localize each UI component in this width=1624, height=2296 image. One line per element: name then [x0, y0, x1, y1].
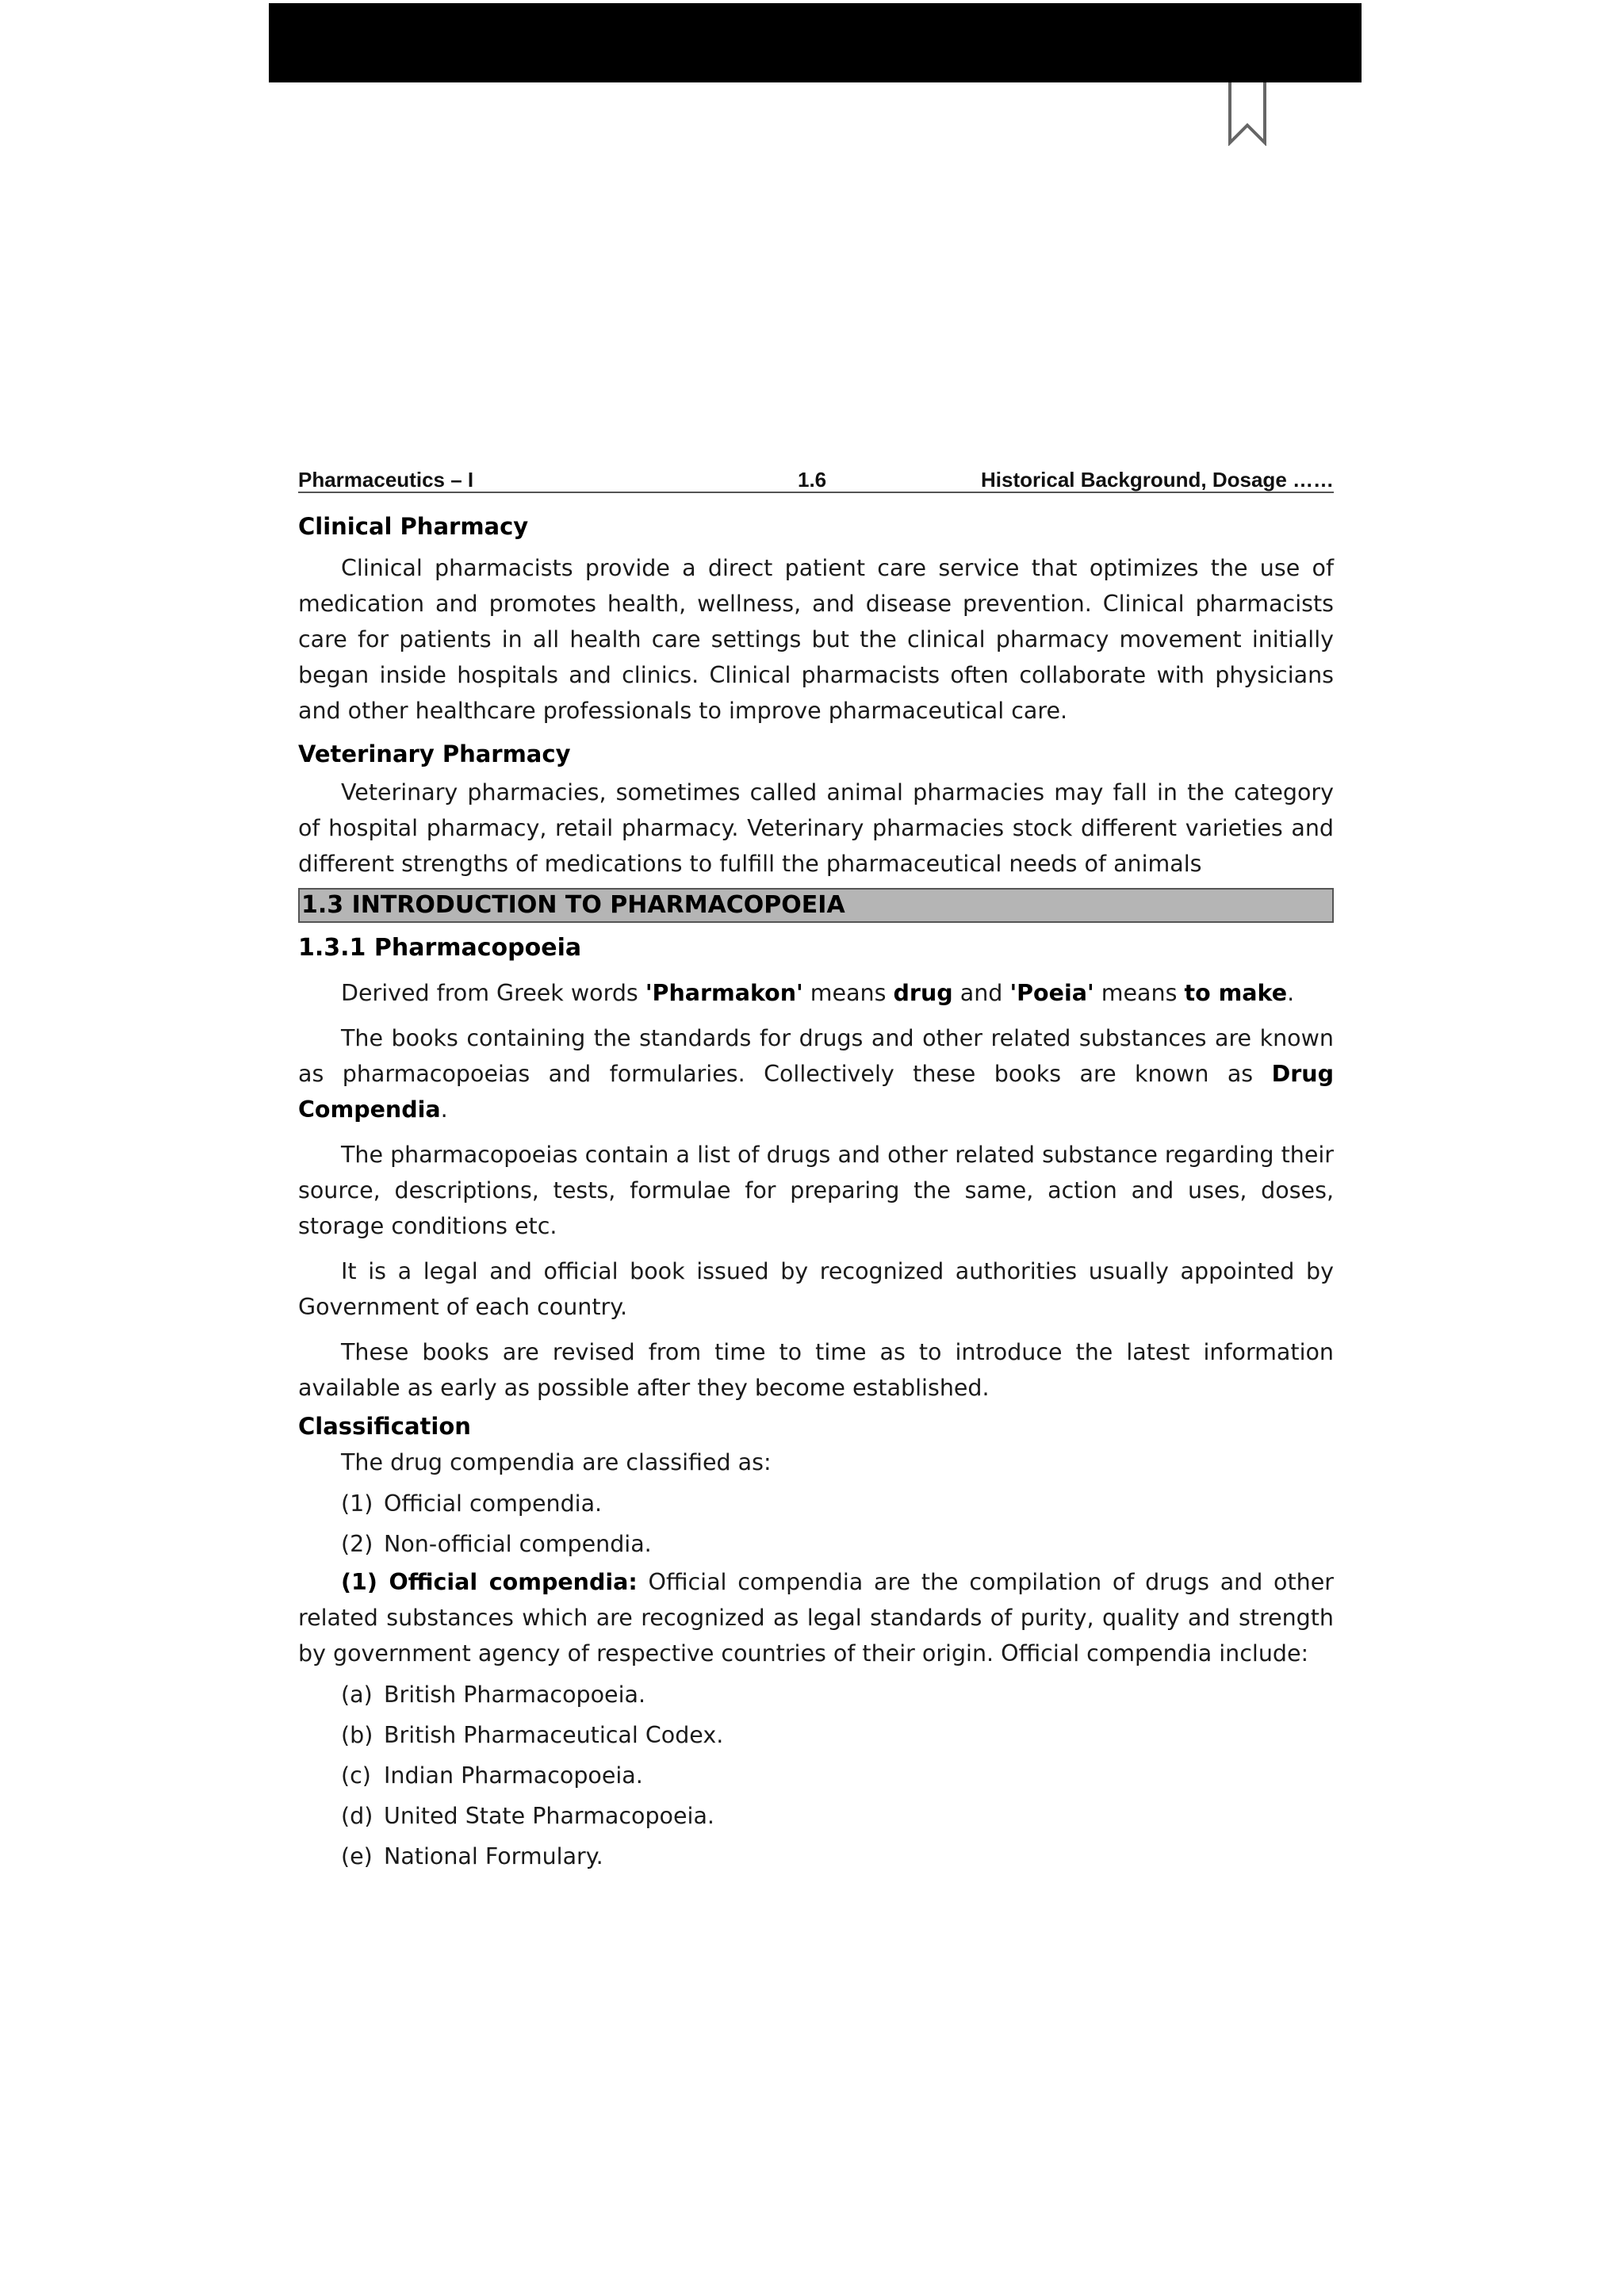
- running-header: [298, 465, 1334, 493]
- veterinary-pharmacy-heading: Veterinary Pharmacy: [298, 740, 571, 767]
- document-page: [298, 465, 1334, 1877]
- derivation-paragraph: Derived from Greek words 'Pharmakon' means drug and 'Poeia' means to make.: [341, 980, 1295, 1006]
- veterinary-pharmacy-paragraph: Veterinary pharmacies, sometimes called animal pharmacies may fall in the category of hospital pharmacy, retail pharmacy. Veterinary pharmacies stock different varieties and different strengths of medications to fulfill the pharmaceutical needs of animals: [298, 779, 1334, 877]
- header-book-title: Pharmaceutics – I: [298, 468, 474, 492]
- clinical-pharmacy-paragraph: Clinical pharmacists provide a direct patient care service that optimizes the use of medication and promotes health, wellness, and disease prevention. Clinical pharmacists care for patients in all health care settings but the clinical pharmacy movement initially began inside hospitals and clinics. Clinical pharmacists often collaborate with physicians and other healthcare professionals to improve pharmaceutical care.: [298, 555, 1334, 724]
- clinical-pharmacy-heading: Clinical Pharmacy: [298, 513, 529, 540]
- bookmark-icon[interactable]: [1227, 82, 1268, 146]
- revision-paragraph: These books are revised from time to time as to introduce the latest information available as early as possible after they become established.: [298, 1339, 1334, 1401]
- official-compendia-paragraph: (1) Official compendia: Official compendia are the compilation of drugs and other related substances which are recognized as legal standards of purity, quality and strength by government agency of respective countries of their origin. Official compendia include:: [298, 1569, 1334, 1667]
- list-item: (d) United State Pharmacopoeia.: [341, 1803, 714, 1829]
- section-heading: 1.3 INTRODUCTION TO PHARMACOPOEIA: [298, 888, 1334, 923]
- classification-heading: Classification: [298, 1413, 471, 1440]
- list-item: (e) National Formulary.: [341, 1843, 603, 1869]
- viewer-top-bar: [269, 3, 1362, 82]
- legal-paragraph: It is a legal and official book issued by recognized authorities usually appointed by Government of each country.: [298, 1258, 1334, 1320]
- list-item: (2) Non-official compendia.: [341, 1531, 652, 1557]
- classification-list: [298, 1483, 1334, 1564]
- list-item: (1) Official compendia.: [341, 1490, 603, 1517]
- list-item: (b) British Pharmaceutical Codex.: [341, 1722, 724, 1748]
- books-paragraph: The books containing the standards for drugs and other related substances are known as pharmacopoeias and formularies. Collectively these books are known as Drug Compendia.: [298, 1025, 1334, 1123]
- header-chapter-title: Historical Background, Dosage ……: [981, 468, 1334, 492]
- header-page-number: 1.6: [798, 468, 827, 492]
- official-compendia-list: [298, 1674, 1334, 1877]
- list-item: (c) Indian Pharmacopoeia.: [341, 1762, 643, 1789]
- classification-intro: The drug compendia are classified as:: [341, 1449, 772, 1475]
- list-item: (a) British Pharmacopoeia.: [341, 1682, 646, 1708]
- contents-paragraph: The pharmacopoeias contain a list of drugs and other related substance regarding their source, descriptions, tests, formulae for preparing the same, action and uses, doses, storage conditions etc.: [298, 1142, 1334, 1239]
- subsection-heading: 1.3.1 Pharmacopoeia: [298, 934, 582, 962]
